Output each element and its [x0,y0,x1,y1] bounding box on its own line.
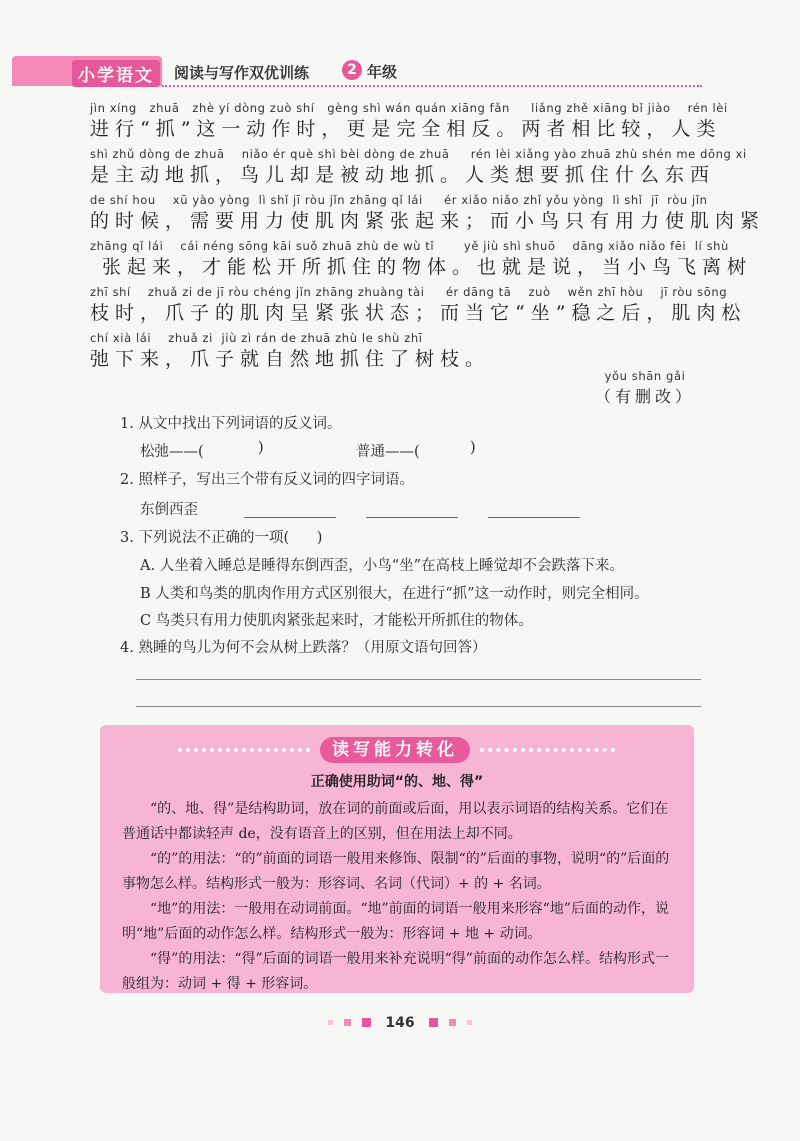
passage-line [90,100,728,146]
passage-line [90,146,747,192]
decor-square [467,1020,472,1025]
page-header [12,56,702,86]
q3-option-b: B 人类和鸟类的肌肉作用方式区别很大，在进行“抓”这一动作时，则完全相同。 [140,586,649,602]
book-title: 阅读与写作双优训练 [174,64,310,82]
pinyin-line: de shí hou xū yào yòng lì shǐ jī ròu jǐn zhāng qǐ lái ér xiǎo niǎo zhǐ yǒu yòng lì shǐ jī ròu jǐn [90,193,708,207]
grade-number-badge: 2 [342,60,362,80]
passage-line [90,284,747,330]
pinyin-line: zhī shí zhuǎ zi de jī ròu chéng jǐn zhāng zhuàng tài ér dāng tā zuò wěn zhī hòu jī ròu sōng [90,285,728,299]
question-1: 1. 从文中找出下列词语的反义词。 [120,416,342,432]
pinyin-line: zhāng qǐ lái cái néng sōng kāi suǒ zhuā zhù de wù tǐ yě jiù shì shuō dāng xiǎo niǎo fēi lí shù [90,239,729,253]
q4-answer-line-1[interactable] [136,679,701,680]
text-line: 的时候，需要用力使肌肉紧张起来；而小鸟只有用力使肌肉紧 [90,210,766,232]
reading-passage [90,100,766,376]
decor-square [344,1019,351,1026]
tip-box-header [100,737,694,763]
decor-square [449,1019,456,1026]
question-3: 3. 下列说法不正确的一项( ) [120,530,323,546]
q2-answer-blank-2[interactable] [366,516,458,518]
q1-antonym-b-label: 普通——( [356,444,420,460]
tip-badge: 读写能力转化 [320,737,470,763]
q1-antonym-a-close: ) [258,440,264,456]
tip-body [122,797,682,997]
q2-example: 东倒西歪 [140,502,198,518]
page-number: 146 [385,1014,415,1031]
pinyin-line: chí xià lái zhuǎ zi jiù zì rán de zhuā zhù le shù zhī [90,331,423,345]
text-line: 弛下来，爪子就自然地抓住了树枝。 [90,348,491,370]
text-line: 进行“抓”这一动作时，更是完全相反。两者相比较，人类 [90,118,722,140]
q3-option-c: C 鸟类只有用力使肌肉紧张起来时，才能松开所抓住的物体。 [140,613,533,629]
tip-subtitle: 正确使用助词“的、地、得” [310,774,484,790]
tip-paragraph: “的、地、得”是结构助词，放在词的前面或后面，用以表示词语的结构关系。它们在普通话中都读轻声 de，没有语音上的区别，但在用法上却不同。 [122,801,669,842]
source-pinyin: yǒu shān gǎi [604,369,686,383]
text-line: 是主动地抓，鸟儿却是被动地抓。人类想要抓住什么东西 [90,164,716,186]
pinyin-line: jìn xíng zhuā zhè yí dòng zuò shí gèng shì wán quán xiāng fǎn liǎng zhě xiāng bǐ jiào rén lèi [90,101,728,115]
text-line: 枝时，爪子的肌肉呈紧张状态；而当它“坐”稳之后，肌肉松 [90,302,747,324]
tip-paragraph: “地”的用法：一般用在动词前面。“地”前面的词语一般用来形容“地”后面的动作，说明“地”后面的动作怎么样。结构形式一般为：形容词 + 地 + 动词。 [122,901,669,942]
decor-dots-left [178,748,310,756]
decor-square [429,1018,438,1027]
decor-square [328,1020,333,1025]
question-4: 4. 熟睡的鸟儿为何不会从树上跌落？（用原文语句回答） [120,640,487,656]
decor-square [362,1018,371,1027]
q4-answer-line-2[interactable] [136,706,701,707]
tip-paragraph: “的”的用法：“的”前面的词语一般用来修饰、限制“的”后面的事物，说明“的”后面的事物怎么样。结构形式一般为：形容词、名词（代词）+ 的 + 名词。 [122,851,670,892]
q2-answer-blank-3[interactable] [488,516,580,518]
q3-option-a: A. 人坐着入睡总是睡得东倒西歪，小鸟“坐”在高枝上睡觉却不会跌落下来。 [140,558,625,574]
question-2: 2. 照样子，写出三个带有反义词的四字词语。 [120,472,414,488]
decor-dots-right [480,748,615,756]
passage-source [590,368,700,410]
pinyin-line: shì zhǔ dòng de zhuā niǎo ér què shì bèi dòng de zhuā rén lèi xiǎng yào zhuā zhù shén me dōng xi [90,147,747,161]
passage-line [90,238,753,284]
grade-label: 年级 [367,63,398,81]
tip-paragraph: “得”的用法：“得”后面的词语一般用来补充说明“得”前面的动作怎么样。结构形式一般组为：动词 + 得 + 形容词。 [122,951,669,992]
tip-box [100,725,694,993]
series-label: 小学语文 [72,60,160,87]
source-note: （有删改） [594,387,695,406]
text-line: 张起来，才能松开所抓住的物体。也就是说，当小鸟飞离树 [90,256,753,278]
q2-answer-blank-1[interactable] [244,516,336,518]
page-footer [0,1012,800,1031]
series-tab [12,56,162,86]
passage-line [90,192,766,238]
q1-antonym-b-close: ) [470,440,476,456]
q1-antonym-a-label: 松弛——( [140,444,204,460]
header-divider [162,85,702,87]
